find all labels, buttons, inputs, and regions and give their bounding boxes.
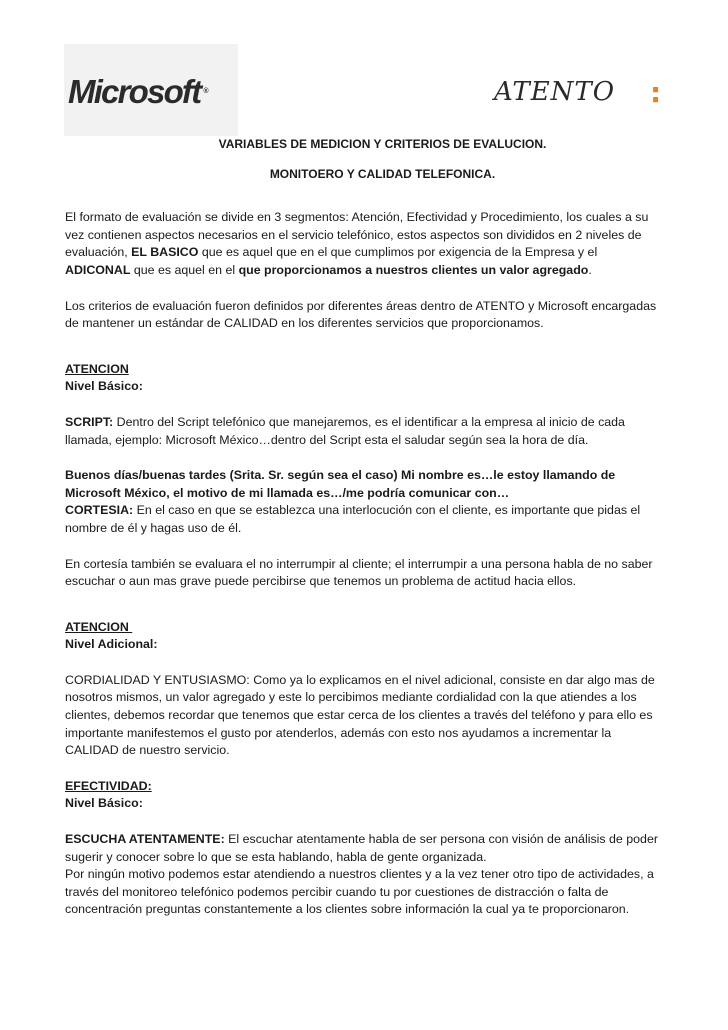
intro-text-g: . xyxy=(588,262,592,277)
escucha-label: ESCUCHA ATENTAMENTE: xyxy=(65,832,225,847)
intro-text-c: que es aquel que en el que cumplimos por exigencia de la Empresa y el xyxy=(198,245,598,260)
intro-text-e: que es aquel en el xyxy=(130,262,239,277)
atencion-adicional-heading: ATENCION xyxy=(65,619,133,634)
document-subtitle: MONITOERO Y CALIDAD TELEFONICA. xyxy=(269,166,496,181)
efectividad-heading: EFECTIVIDAD: xyxy=(65,778,152,793)
document-title: VARIABLES DE MEDICION Y CRITERIOS DE EVALUCION. xyxy=(218,137,547,151)
intro-valor-agregado: que proporcionamos a nuestros clientes un valor agregado xyxy=(238,262,589,277)
intro-paragraph-2: Los criterios de evaluación fueron definidos por diferentes áreas dentro de ATENTO y Microsoft encargadas de mantener un estándar de CALIDAD en los diferentes servicios que proporcionamos. xyxy=(65,298,657,331)
cortesia-extra-paragraph: En cortesía también se evaluara el no interrumpir al cliente; el interrumpir a una persona habla de no saber escuchar o aun mas grave puede percibirse que tenemos un problema de actitud hacia ellos. xyxy=(65,556,653,589)
atencion-basico-heading: ATENCION xyxy=(65,361,129,376)
atento-logo-colon: : xyxy=(650,76,662,109)
atencion-adicional-level: Nivel Adicional: xyxy=(65,637,158,652)
document-body xyxy=(65,136,665,919)
script-text: Dentro del Script telefónico que manejaremos, es el identificar a la empresa al inicio de cada llamada, ejemplo: Microsoft México…dentro del Script esta el saludar según sea la hora de día. xyxy=(65,414,625,447)
intro-paragraph-1 xyxy=(65,209,665,279)
microsoft-logo xyxy=(68,74,208,110)
script-paragraph xyxy=(65,414,665,449)
escucha-extra-paragraph: Por ningún motivo podemos estar atendiendo a nuestros clientes y a la vez tener otro tipo de actividades, a través del monitoreo telefónico podemos percibir cuando tu por cuestiones de distracción o falta de concentración preguntas constantemente a los clientes sobre información la cual ya te proporcionaron. xyxy=(65,867,654,917)
cordialidad-paragraph: CORDIALIDAD Y ENTUSIASMO: Como ya lo explicamos en el nivel adicional, consiste en dar algo mas de nosotros mismos, un valor agregado y este lo percibimos mediante cordialidad con la que atiendes a los clientes, debemos recordar que tenemos que estar cerca de los clientes a través del teléfono y para ello es importante manifestemos el gusto por atenderlos, además con esto nos ayudamos a incrementar la CALIDAD de nuestro servicio. xyxy=(65,672,655,758)
escucha-text: El escuchar atentamente habla de ser persona con visión de análisis de poder sugerir y conocer sobre lo que se esta hablando, habla de gente organizada. xyxy=(65,832,658,864)
cortesia-paragraph xyxy=(65,502,665,537)
atencion-basico-level: Nivel Básico: xyxy=(65,379,143,394)
efectividad-level: Nivel Básico: xyxy=(65,796,143,811)
microsoft-registered-mark: ® xyxy=(203,88,209,95)
atento-logo: ATENTO xyxy=(494,77,616,107)
script-label: SCRIPT: xyxy=(65,414,114,429)
escucha-paragraph xyxy=(65,831,665,866)
greeting-script: Buenos días/buenas tardes (Srita. Sr. según sea el caso) Mi nombre es…le estoy llamando de Microsoft México, el motivo de mi llamada es…/me podría comunicar con… xyxy=(65,468,616,500)
intro-text-a: El formato de evaluación se divide en 3 segmentos: Atención, Efectividad y Procedimiento, los cuales a su vez contienen aspectos necesarios en el servicio telefónico, estos aspectos son divididos en 2 niveles de evaluación, xyxy=(65,210,649,260)
microsoft-logo-text: Microsoft xyxy=(68,73,201,110)
cortesia-text: En el caso en que se establezca una interlocución con el cliente, es importante que pidas el nombre de él y hagas uso de él. xyxy=(65,503,641,535)
cortesia-label: CORTESIA: xyxy=(65,503,134,518)
intro-basico: EL BASICO xyxy=(131,245,199,260)
intro-adicional: ADICONAL xyxy=(65,262,131,277)
